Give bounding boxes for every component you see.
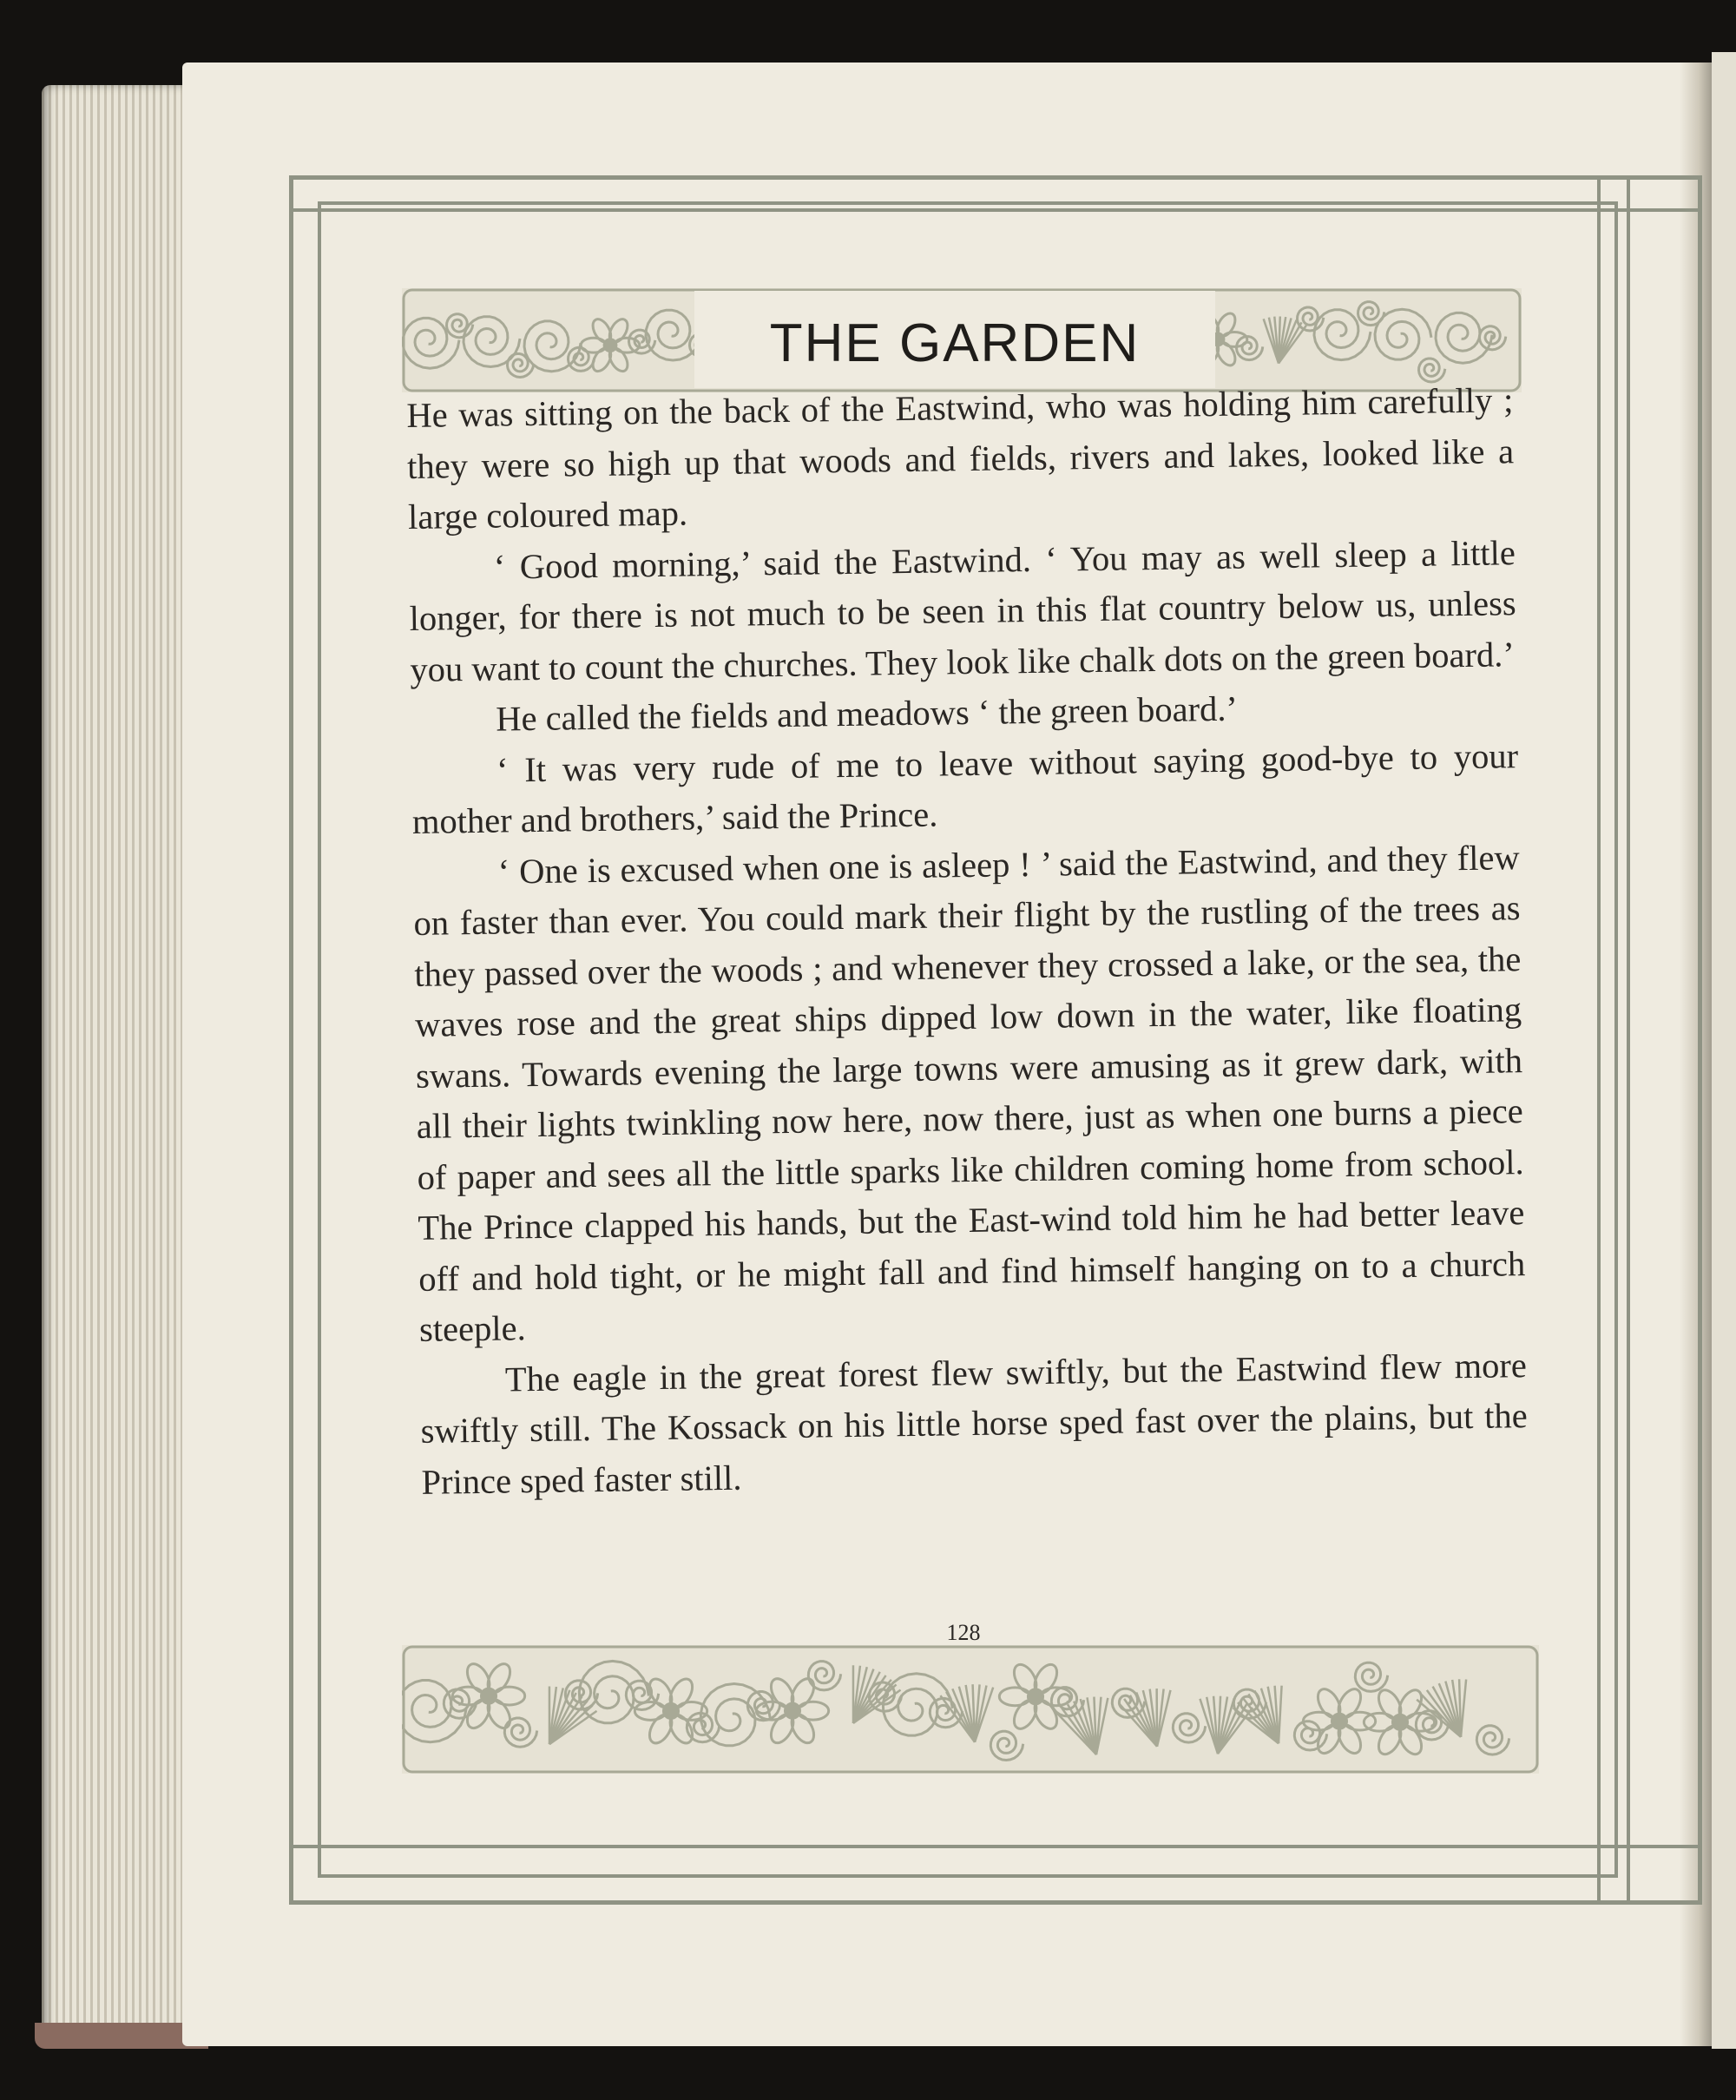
floral-tailpiece-ornament-icon [402,1645,1539,1774]
frame-rule-right-a [1597,175,1601,1903]
paragraph: He called the fields and meadows ‘ the green board.’ [495,688,1239,739]
frame-rule-right-b [1627,175,1630,1903]
frame-rule-bottom [289,1845,1702,1848]
paragraph: The eagle in the great forest flew swiftly, but the Eastwind flew more swiftly still. The Kossack on his little horse sped fast over the plains, but the Prince sped faster still. [420,1345,1528,1502]
paragraph: He was sitting on the back of the Eastwind, who was holding him carefully ; they were so high up that woods and fields, rivers and lakes, looked like a large coloured map. [406,380,1515,537]
paragraph: ‘ It was very rude of me to leave without saying good-bye to your mother and brothers,’ said the Prince. [411,735,1519,841]
body-text [406,375,1529,1508]
page-stack-edges [42,85,198,2038]
page-number: 128 [946,1620,981,1645]
running-title-box [694,291,1215,388]
frame-rule-top [289,208,1702,212]
paragraph: ‘ One is excused when one is asleep ! ’ said the Eastwind, and they flew on faster than ever. You could mark their flight by the rustling of the trees as they passed over the woods ; and whenever they crossed a lake, or the sea, the waves rose and the great ships dipped low down in the water, like floating swans. Towards evening the large towns were amusing as it grew dark, with all their lights twinkling now here, now there, just as when one burns a piece of paper and sees all the little sparks like children coming home from school. The Prince clapped his hands, but the East-wind told him he had better leave off and hold tight, or he might fall and find himself hanging on to a church steeple. [413,837,1526,1349]
facing-page-edge [1712,52,1736,2049]
paragraph: ‘ Good morning,’ said the Eastwind. ‘ You may as well sleep a little longer, for there is not much to be seen in this flat country below us, unless you want to count the churches. They look like chalk dots on the green board.’ [409,532,1516,689]
running-title: THE GARDEN [769,313,1141,373]
